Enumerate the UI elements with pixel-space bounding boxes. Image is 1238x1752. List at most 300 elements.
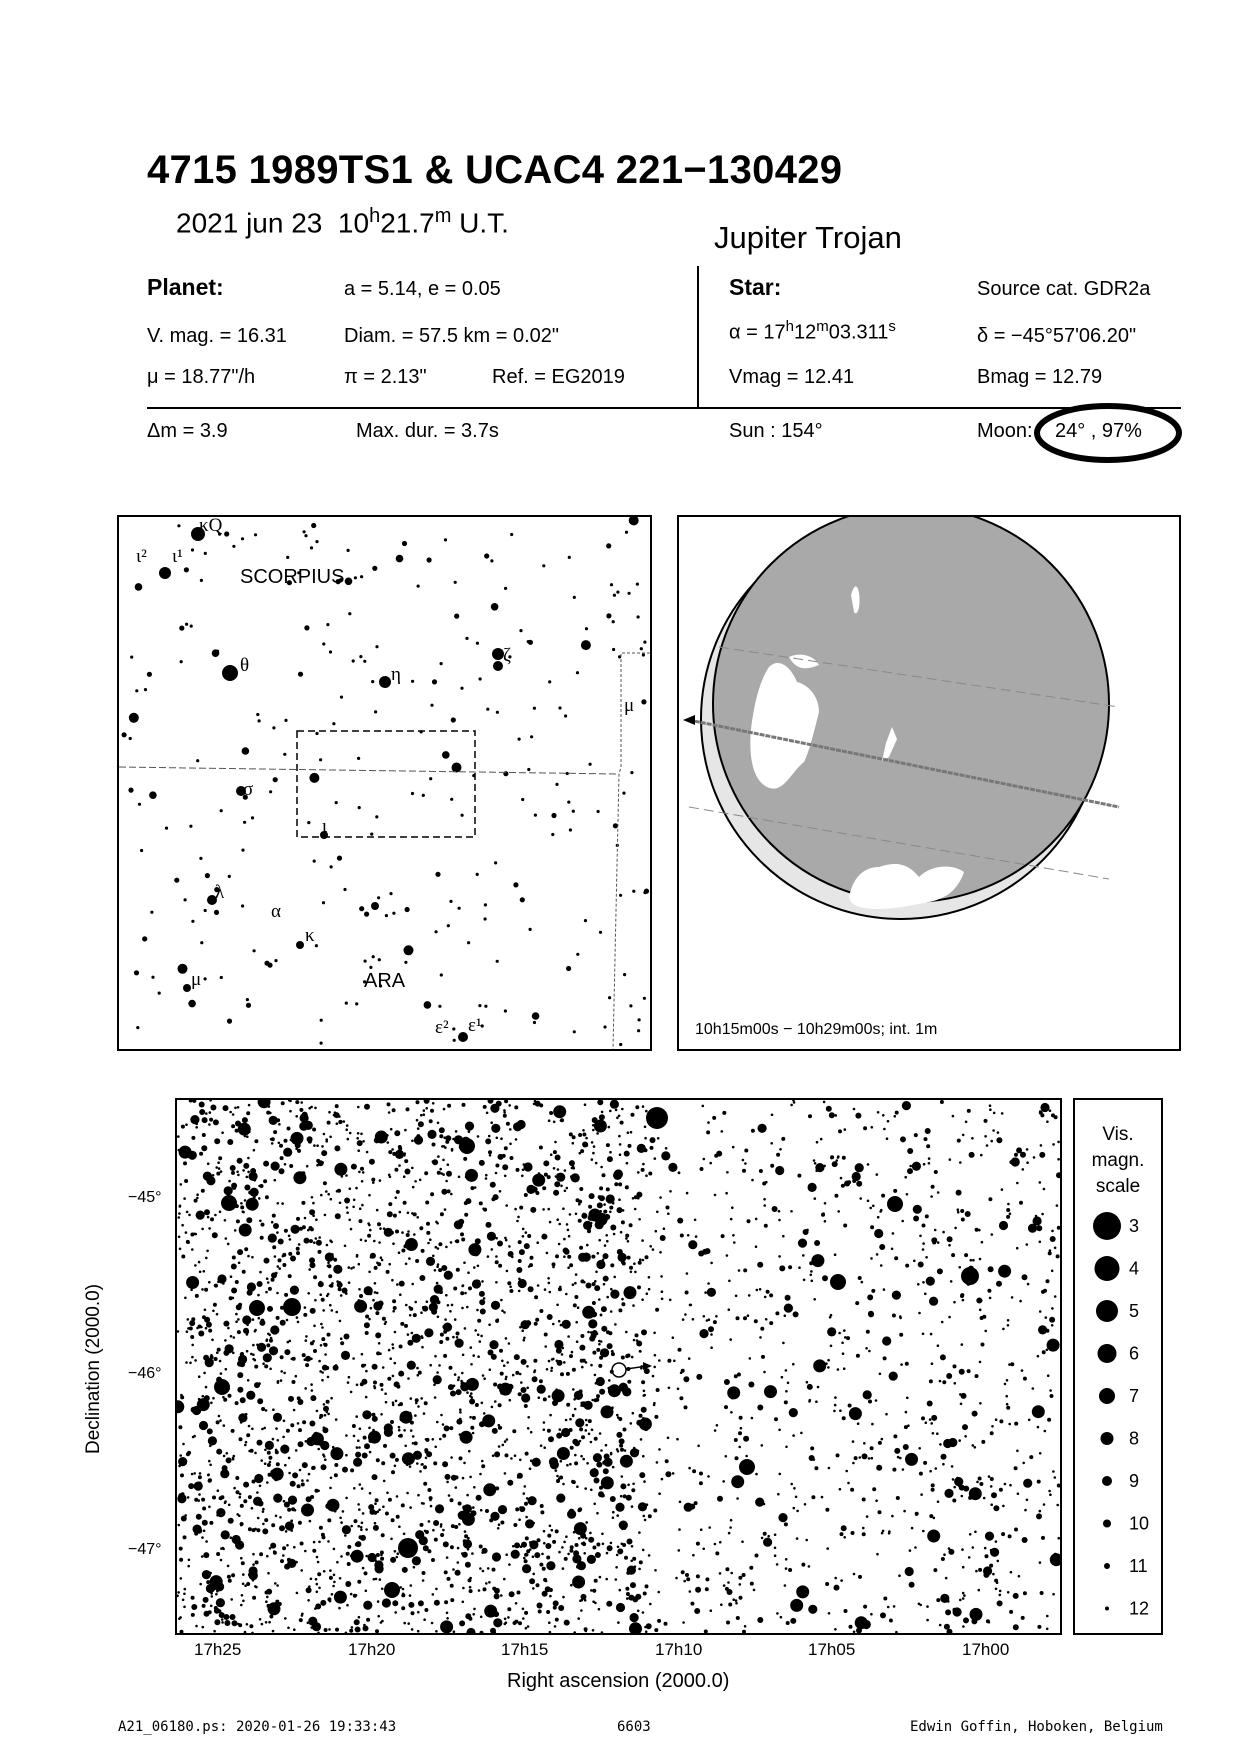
field-star (591, 1429, 594, 1432)
field-star (798, 1266, 801, 1269)
field-star (213, 1119, 219, 1125)
field-star (329, 1487, 332, 1490)
field-star (401, 1231, 404, 1234)
field-star (306, 1587, 312, 1593)
field-star (275, 1272, 278, 1275)
field-star (943, 1553, 946, 1556)
field-star (419, 1275, 425, 1281)
field-star (692, 1554, 695, 1557)
field-star (544, 1333, 548, 1337)
field-star (407, 1212, 410, 1215)
finder-star (629, 517, 639, 525)
star-label-epsilon1: ε¹ (468, 1015, 482, 1036)
field-star (606, 1552, 609, 1555)
field-star (518, 1290, 521, 1293)
field-star (990, 1431, 994, 1435)
field-star (999, 1594, 1002, 1597)
field-star (573, 1398, 576, 1401)
field-star (368, 1427, 371, 1430)
field-star (1039, 1181, 1042, 1184)
field-star (338, 1287, 342, 1291)
finder-star (632, 890, 635, 893)
field-star (588, 1537, 594, 1543)
field-star (370, 1307, 373, 1310)
field-star (242, 1270, 246, 1274)
field-star (355, 1187, 358, 1190)
field-star (467, 1537, 470, 1540)
field-star (809, 1261, 813, 1265)
field-star (518, 1278, 521, 1281)
field-star (388, 1498, 392, 1502)
field-star (630, 1271, 633, 1274)
field-star (198, 1482, 202, 1486)
field-star (361, 1487, 364, 1490)
field-star (990, 1503, 993, 1506)
field-star (208, 1436, 217, 1445)
field-star (396, 1515, 400, 1519)
field-star (382, 1505, 385, 1508)
field-star (867, 1294, 873, 1300)
field-star (633, 1447, 636, 1450)
field-star (481, 1464, 485, 1468)
field-star (508, 1342, 511, 1345)
field-star (274, 1179, 277, 1182)
finder-star (224, 531, 229, 536)
field-star (696, 1542, 700, 1546)
field-star (413, 1212, 417, 1216)
field-star (258, 1317, 261, 1320)
field-star (403, 1533, 406, 1536)
field-star (1051, 1561, 1054, 1564)
field-star (485, 1174, 488, 1177)
field-star (598, 1343, 601, 1346)
field-star (401, 1249, 405, 1253)
field-star (445, 1474, 451, 1480)
field-star (278, 1267, 281, 1270)
field-star (266, 1596, 269, 1599)
field-star (499, 1349, 503, 1353)
field-star (694, 1219, 697, 1222)
field-star (594, 1285, 600, 1291)
field-star (726, 1254, 729, 1257)
field-star (997, 1600, 1003, 1606)
field-star (931, 1488, 935, 1492)
field-star (724, 1379, 730, 1385)
field-bright-star (646, 1107, 668, 1129)
field-star (821, 1213, 825, 1217)
field-star (447, 1163, 450, 1166)
field-star (582, 1253, 591, 1262)
field-star (461, 1372, 464, 1375)
field-star (642, 1549, 645, 1552)
field-star (699, 1472, 703, 1476)
field-star (561, 1453, 565, 1457)
field-star (277, 1472, 280, 1475)
field-star (1039, 1241, 1042, 1244)
field-star (239, 1361, 245, 1367)
field-star (518, 1518, 521, 1521)
field-star (235, 1476, 239, 1480)
field-star (562, 1320, 571, 1329)
field-star (249, 1624, 253, 1628)
field-star (1054, 1295, 1057, 1298)
field-star (369, 1229, 372, 1232)
field-star (388, 1263, 391, 1266)
field-star (504, 1175, 507, 1178)
field-star (681, 1570, 685, 1574)
finder-star (411, 680, 414, 683)
field-star (482, 1548, 488, 1554)
field-star (615, 1578, 618, 1581)
field-star (555, 1469, 558, 1472)
field-star (543, 1428, 546, 1431)
finder-star (451, 717, 456, 722)
field-star (655, 1308, 659, 1312)
field-star (284, 1163, 287, 1166)
field-star (316, 1410, 319, 1413)
field-star (492, 1454, 495, 1457)
finder-star (467, 941, 470, 944)
field-star (318, 1250, 322, 1254)
field-star (822, 1275, 828, 1281)
field-star (191, 1407, 197, 1413)
field-star (240, 1205, 244, 1209)
field-star (177, 1330, 179, 1333)
field-star (309, 1239, 313, 1243)
field-star (201, 1288, 204, 1291)
field-star (778, 1255, 781, 1258)
field-star (592, 1629, 595, 1632)
field-star (271, 1278, 275, 1282)
field-star (465, 1122, 474, 1131)
field-star (524, 1485, 527, 1488)
field-star (287, 1508, 291, 1512)
field-star (423, 1465, 427, 1469)
field-star (208, 1610, 212, 1614)
field-star (795, 1606, 799, 1610)
field-star (268, 1602, 281, 1615)
field-star (597, 1100, 603, 1105)
field-star (991, 1492, 997, 1498)
field-star (1039, 1310, 1042, 1313)
field-star (361, 1364, 365, 1368)
field-star (201, 1536, 204, 1539)
field-star (445, 1294, 448, 1297)
field-star (410, 1584, 413, 1587)
field-star (607, 1343, 613, 1349)
field-star (536, 1583, 540, 1587)
field-star (437, 1171, 441, 1175)
field-star (876, 1253, 879, 1256)
finder-star (241, 537, 244, 540)
field-star (246, 1217, 252, 1223)
field-star (228, 1180, 231, 1183)
time-minutes-unit: m (434, 205, 452, 227)
field-star (488, 1150, 492, 1154)
field-star (507, 1480, 513, 1486)
field-star (263, 1353, 272, 1362)
field-star (830, 1345, 833, 1348)
field-star (263, 1161, 269, 1167)
field-star (907, 1148, 913, 1154)
finder-star (572, 810, 575, 813)
field-star (567, 1266, 570, 1269)
field-star (321, 1150, 327, 1156)
field-star (815, 1400, 818, 1403)
field-star (363, 1601, 372, 1610)
field-star (254, 1365, 258, 1369)
x-axis-label: Right ascension (2000.0) (507, 1670, 730, 1692)
field-star (297, 1321, 300, 1324)
field-star (392, 1347, 395, 1350)
field-star (256, 1491, 259, 1494)
field-star (1041, 1290, 1045, 1294)
field-star (505, 1453, 509, 1457)
field-star (781, 1376, 784, 1379)
field-star (790, 1104, 793, 1107)
field-star (446, 1556, 449, 1559)
field-star (849, 1407, 862, 1420)
field-star (978, 1568, 982, 1572)
field-star (239, 1437, 243, 1441)
field-star (304, 1358, 307, 1361)
field-star (356, 1255, 359, 1258)
field-star (460, 1380, 463, 1383)
field-star (602, 1259, 605, 1262)
field-star (349, 1132, 352, 1135)
field-star (312, 1466, 316, 1470)
field-star (975, 1570, 978, 1573)
field-star (257, 1440, 263, 1446)
field-star (617, 1621, 620, 1624)
finder-star (613, 594, 616, 597)
field-star (316, 1240, 322, 1246)
finder-star (200, 579, 203, 582)
finder-star (309, 773, 319, 783)
field-star (208, 1227, 211, 1230)
field-star (357, 1439, 360, 1442)
field-star (546, 1610, 550, 1614)
field-star (442, 1423, 445, 1426)
field-star (862, 1532, 866, 1536)
field-star (593, 1468, 596, 1471)
finder-star (542, 564, 545, 567)
field-star (255, 1560, 259, 1564)
field-star (207, 1162, 210, 1165)
finder-star (313, 860, 316, 863)
field-star (194, 1199, 198, 1203)
finder-star (165, 827, 168, 830)
field-star (599, 1210, 602, 1213)
field-star (661, 1298, 664, 1301)
earth-globe-svg (679, 517, 1179, 1049)
field-star (396, 1283, 399, 1286)
finder-star (129, 713, 139, 723)
field-star (235, 1320, 238, 1323)
field-star (1037, 1426, 1040, 1429)
field-star (368, 1318, 371, 1321)
legend-magnitude-dot (1103, 1520, 1111, 1528)
field-star (564, 1620, 570, 1626)
field-star (214, 1284, 218, 1288)
field-star (437, 1247, 440, 1250)
field-star (287, 1627, 290, 1630)
finder-star (364, 912, 369, 917)
field-star (258, 1197, 261, 1200)
field-star (319, 1442, 323, 1446)
finder-star (504, 587, 507, 590)
field-star (689, 1590, 692, 1593)
field-star (1033, 1156, 1036, 1159)
field-star (276, 1584, 279, 1587)
field-star (455, 1130, 458, 1133)
field-star (559, 1286, 562, 1289)
field-star (335, 1628, 339, 1632)
field-star (782, 1342, 785, 1345)
field-star (978, 1477, 982, 1481)
finder-star (496, 711, 499, 714)
finder-star (220, 976, 223, 979)
finder-star (370, 833, 373, 836)
field-star (911, 1527, 914, 1530)
field-star (384, 1423, 393, 1432)
field-star (450, 1241, 453, 1244)
field-star (304, 1238, 310, 1244)
field-star (380, 1557, 384, 1561)
field-star (403, 1429, 406, 1432)
field-star (1051, 1230, 1054, 1233)
field-star (1021, 1369, 1024, 1372)
field-star (853, 1108, 856, 1111)
field-star (581, 1213, 587, 1219)
field-star (381, 1461, 385, 1465)
field-star (1022, 1168, 1025, 1171)
field-star (264, 1449, 267, 1452)
finder-star (205, 873, 210, 878)
field-star (543, 1530, 546, 1533)
field-star (1057, 1141, 1060, 1144)
field-star (570, 1177, 573, 1180)
field-star (605, 1234, 608, 1237)
field-star (1039, 1152, 1045, 1158)
field-star (556, 1479, 560, 1483)
field-star (576, 1565, 580, 1569)
field-star (761, 1537, 764, 1540)
field-star (730, 1519, 733, 1522)
field-star (278, 1258, 282, 1262)
field-star (312, 1128, 316, 1132)
finder-bright-star (183, 984, 191, 992)
field-star (1047, 1374, 1050, 1377)
field-star (984, 1330, 987, 1333)
field-star (420, 1397, 423, 1400)
field-star (963, 1486, 969, 1492)
field-star (527, 1416, 530, 1419)
field-star (177, 1135, 180, 1138)
field-star (353, 1435, 356, 1438)
field-star (1052, 1470, 1055, 1473)
field-star (899, 1333, 903, 1337)
field-star (1054, 1247, 1057, 1250)
finder-star (519, 629, 522, 632)
field-star (549, 1525, 552, 1528)
field-star (208, 1479, 212, 1483)
field-star (264, 1518, 268, 1522)
field-star (255, 1203, 258, 1206)
field-star (379, 1227, 382, 1230)
field-star (274, 1582, 277, 1585)
field-star (310, 1395, 316, 1401)
field-star (462, 1477, 465, 1480)
field-star (330, 1447, 343, 1460)
finder-star (204, 977, 207, 980)
field-star (619, 1589, 622, 1592)
field-star (396, 1556, 399, 1559)
field-star (892, 1232, 895, 1235)
field-star (906, 1193, 909, 1196)
field-star (665, 1147, 668, 1150)
field-star (750, 1582, 754, 1586)
field-star (654, 1415, 658, 1419)
field-star (643, 1390, 646, 1393)
field-star (442, 1159, 445, 1162)
planet-heading: Planet: (147, 274, 224, 300)
field-star (876, 1553, 879, 1556)
field-star (357, 1525, 360, 1528)
field-star (372, 1181, 375, 1184)
field-star (535, 1318, 539, 1322)
field-star (493, 1383, 497, 1387)
field-star (254, 1452, 257, 1455)
field-star (475, 1238, 481, 1244)
field-star (405, 1304, 408, 1307)
field-star (414, 1180, 417, 1183)
legend-magnitude-dot (1105, 1607, 1109, 1611)
field-star (903, 1444, 909, 1450)
field-star (321, 1533, 325, 1537)
field-star (598, 1239, 601, 1242)
field-star (375, 1629, 379, 1633)
field-star (432, 1438, 435, 1441)
field-star (217, 1489, 220, 1492)
field-star (372, 1160, 375, 1163)
field-star (1001, 1112, 1004, 1115)
field-star (680, 1372, 683, 1375)
field-star (284, 1617, 287, 1620)
star-label-kappa-q: κQ (199, 517, 223, 536)
field-star (362, 1410, 371, 1419)
field-star (574, 1461, 578, 1465)
field-star (504, 1100, 508, 1103)
field-star (615, 1566, 618, 1569)
field-star (380, 1413, 383, 1416)
field-star (329, 1569, 332, 1572)
field-star (238, 1515, 241, 1518)
field-star (579, 1187, 583, 1191)
field-star (785, 1369, 788, 1372)
finder-star (628, 592, 631, 595)
field-star (379, 1179, 382, 1182)
field-star (446, 1481, 449, 1484)
field-star (453, 1287, 457, 1291)
field-star (224, 1501, 227, 1504)
field-star (961, 1548, 964, 1551)
finder-star (623, 973, 626, 976)
field-star (589, 1193, 595, 1199)
field-star (790, 1618, 796, 1624)
field-star (211, 1339, 214, 1342)
field-star (425, 1457, 428, 1460)
